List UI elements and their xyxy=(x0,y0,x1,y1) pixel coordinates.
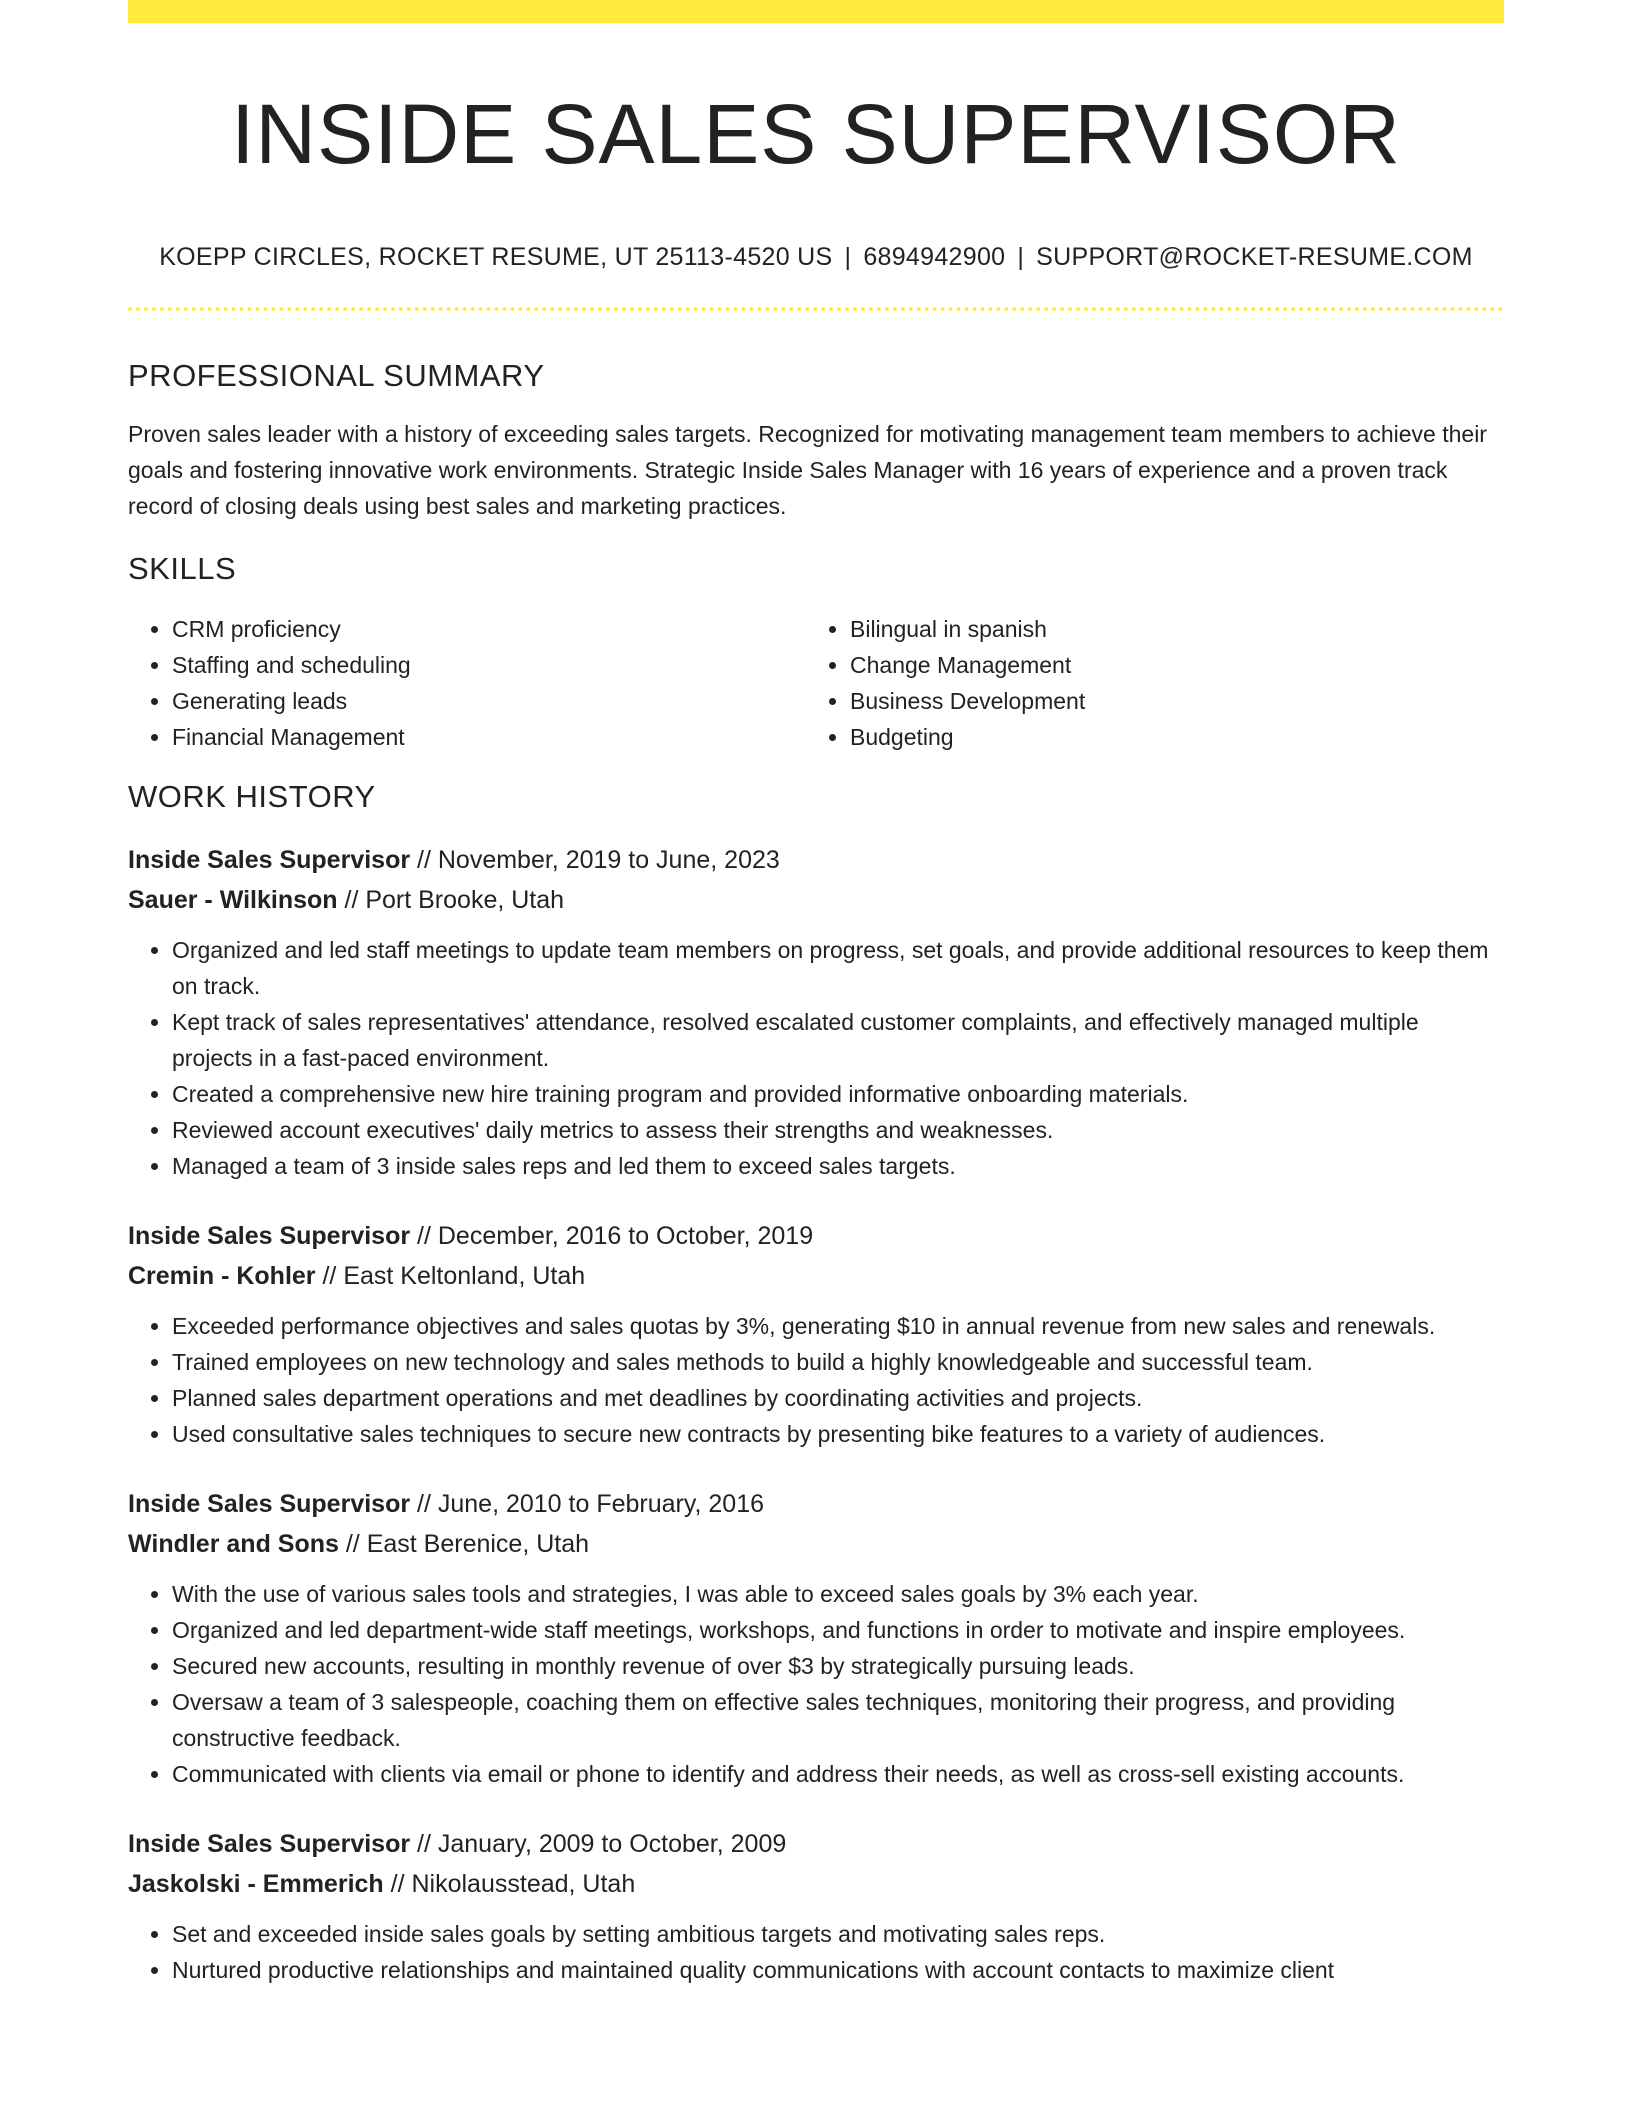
contact-address: KOEPP CIRCLES, ROCKET RESUME, UT 25113-4520 US xyxy=(159,242,833,271)
job-bullets xyxy=(128,1308,1504,1452)
contact-separator: | xyxy=(1017,242,1025,271)
contact-line xyxy=(128,243,1504,272)
job-bullet: • Secured new accounts, resulting in monthly revenue of over $3 by strategically pursuing leads. xyxy=(172,1648,1504,1684)
job-bullet: • Used consultative sales techniques to secure new contracts by presenting bike features to a variety of audiences. xyxy=(172,1416,1504,1452)
job-bullet: • Trained employees on new technology and sales methods to build a highly knowledgeable and successful team. xyxy=(172,1344,1504,1380)
resume-title: INSIDE SALES SUPERVISOR xyxy=(231,87,1401,181)
job-bullet: • Set and exceeded inside sales goals by setting ambitious targets and motivating sales reps. xyxy=(172,1916,1504,1952)
skills-column-right xyxy=(806,611,1484,755)
job-location: // East Berenice, Utah xyxy=(345,1529,590,1558)
skill-item: • Budgeting xyxy=(850,719,1484,755)
job-dates: // January, 2009 to October, 2009 xyxy=(417,1829,787,1858)
job-bullets xyxy=(128,1916,1504,1988)
resume-page xyxy=(128,0,1504,1988)
job-role-line xyxy=(128,1824,1504,1864)
job-bullet: • Managed a team of 3 inside sales reps and led them to exceed sales targets. xyxy=(172,1148,1504,1184)
job-bullet: • Organized and led department-wide staff meetings, workshops, and functions in order to motivate and inspire employees. xyxy=(172,1612,1504,1648)
skills-heading: SKILLS xyxy=(128,550,237,586)
job-company: Cremin - Kohler xyxy=(128,1261,316,1290)
skills-list xyxy=(128,611,1504,755)
job-role: Inside Sales Supervisor xyxy=(128,1489,411,1518)
skill-item: • Bilingual in spanish xyxy=(850,611,1484,647)
job-role-line xyxy=(128,1216,1504,1256)
job-bullet: • Communicated with clients via email or phone to identify and address their needs, as well as cross-sell existing accounts. xyxy=(172,1756,1504,1792)
job-dates: // November, 2019 to June, 2023 xyxy=(417,845,780,874)
dotted-divider xyxy=(128,307,1504,311)
contact-phone: 6894942900 xyxy=(863,242,1006,271)
job-entry xyxy=(128,1216,1504,1452)
summary-text: Proven sales leader with a history of exceeding sales targets. Recognized for motivating management team members to achieve their goals and fostering innovative work environments. Strategic Inside Sales Manager with 16 years of experience and a proven track record of closing deals using best sales and marketing practices. xyxy=(128,420,1487,519)
job-entry xyxy=(128,840,1504,1184)
job-role-line xyxy=(128,840,1504,880)
job-company: Jaskolski - Emmerich xyxy=(128,1869,384,1898)
job-dates: // June, 2010 to February, 2016 xyxy=(417,1489,765,1518)
skill-item: • Staffing and scheduling xyxy=(172,647,806,683)
job-bullet: • Reviewed account executives' daily metrics to assess their strengths and weaknesses. xyxy=(172,1112,1504,1148)
skills-column-left xyxy=(128,611,806,755)
job-bullet: • With the use of various sales tools and strategies, I was able to exceed sales goals by 3% each year. xyxy=(172,1576,1504,1612)
job-location: // Port Brooke, Utah xyxy=(344,885,565,914)
contact-email: SUPPORT@ROCKET-RESUME.COM xyxy=(1036,242,1473,271)
job-location: // East Keltonland, Utah xyxy=(322,1261,586,1290)
job-bullet: • Created a comprehensive new hire training program and provided informative onboarding materials. xyxy=(172,1076,1504,1112)
job-location: // Nikolausstead, Utah xyxy=(390,1869,636,1898)
job-bullets xyxy=(128,932,1504,1184)
job-company-line xyxy=(128,1524,1504,1564)
skill-item: • Financial Management xyxy=(172,719,806,755)
summary-heading: PROFESSIONAL SUMMARY xyxy=(128,357,545,393)
job-company-line xyxy=(128,1864,1504,1904)
job-role: Inside Sales Supervisor xyxy=(128,1221,411,1250)
top-accent-bar xyxy=(128,0,1504,23)
job-bullets xyxy=(128,1576,1504,1792)
skill-item: • Generating leads xyxy=(172,683,806,719)
job-role: Inside Sales Supervisor xyxy=(128,1829,411,1858)
job-bullet: • Exceeded performance objectives and sales quotas by 3%, generating $10 in annual revenue from new sales and renewals. xyxy=(172,1308,1504,1344)
job-company-line xyxy=(128,880,1504,920)
skill-item: • CRM proficiency xyxy=(172,611,806,647)
job-dates: // December, 2016 to October, 2019 xyxy=(417,1221,814,1250)
job-role: Inside Sales Supervisor xyxy=(128,845,411,874)
contact-separator: | xyxy=(844,242,852,271)
job-entry xyxy=(128,1484,1504,1792)
job-role-line xyxy=(128,1484,1504,1524)
job-bullet: • Planned sales department operations and met deadlines by coordinating activities and projects. xyxy=(172,1380,1504,1416)
job-bullet: • Oversaw a team of 3 salespeople, coaching them on effective sales techniques, monitoring their progress, and providing constructive feedback. xyxy=(172,1684,1504,1756)
work-history-heading: WORK HISTORY xyxy=(128,778,376,814)
job-company: Windler and Sons xyxy=(128,1529,339,1558)
skill-item: • Change Management xyxy=(850,647,1484,683)
job-bullet: • Organized and led staff meetings to update team members on progress, set goals, and provide additional resources to keep them on track. xyxy=(172,932,1504,1004)
job-entry xyxy=(128,1824,1504,1988)
skill-item: • Business Development xyxy=(850,683,1484,719)
job-company-line xyxy=(128,1256,1504,1296)
job-bullet: • Kept track of sales representatives' attendance, resolved escalated customer complaints, and effectively managed multiple projects in a fast-paced environment. xyxy=(172,1004,1504,1076)
job-company: Sauer - Wilkinson xyxy=(128,885,338,914)
job-bullet: • Nurtured productive relationships and maintained quality communications with account contacts to maximize client xyxy=(172,1952,1504,1988)
